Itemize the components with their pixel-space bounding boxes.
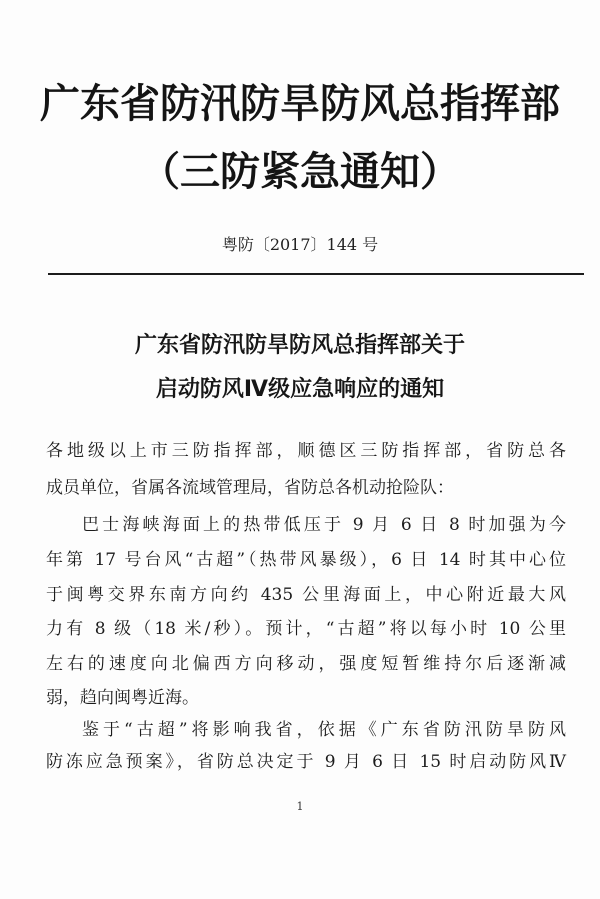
header-divider [48, 273, 584, 275]
body-line: 年第 17 号台风“古超”（热带风暴级），6 日 14 时其中心位 [46, 550, 566, 570]
body-line: 力有 8 级（18 米/秒）。预计，“古超”将以每小时 10 公里 [46, 619, 566, 639]
notice-title-line-2: 启动防风Ⅳ级应急响应的通知 [155, 377, 445, 402]
document-number: 粤防〔2017〕144 号 [221, 235, 379, 254]
issuer-title: 广东省防汛防旱防风总指挥部 [40, 81, 560, 127]
body-line: 各地级以上市三防指挥部，顺德区三防指挥部，省防总各 [46, 441, 566, 461]
body-line: 于闽粤交界东南方向约 435 公里海面上，中心附近最大风 [46, 585, 566, 605]
notice-title-line-1: 广东省防汛防旱防风总指挥部关于 [134, 333, 465, 358]
body-line: 巴士海峡海面上的热带低压于 9 月 6 日 8 时加强为今 [82, 515, 566, 535]
body-line: 防冻应急预案》，省防总决定于 9 月 6 日 15 时启动防风Ⅳ [46, 752, 566, 772]
body-line: 弱，趋向闽粤近海。 [46, 688, 199, 708]
body-line: 鉴于“古超”将影响我省，依据《广东省防汛防旱防风 [82, 720, 566, 740]
body-line: 成员单位，省属各流域管理局，省防总各机动抢险队： [46, 478, 454, 498]
body-line: 左右的速度向北偏西方向移动，强度短暂维持尔后逐渐减 [46, 654, 566, 674]
page-number: 1 [296, 800, 304, 813]
notice-type-subtitle: （三防紧急通知） [140, 149, 460, 195]
